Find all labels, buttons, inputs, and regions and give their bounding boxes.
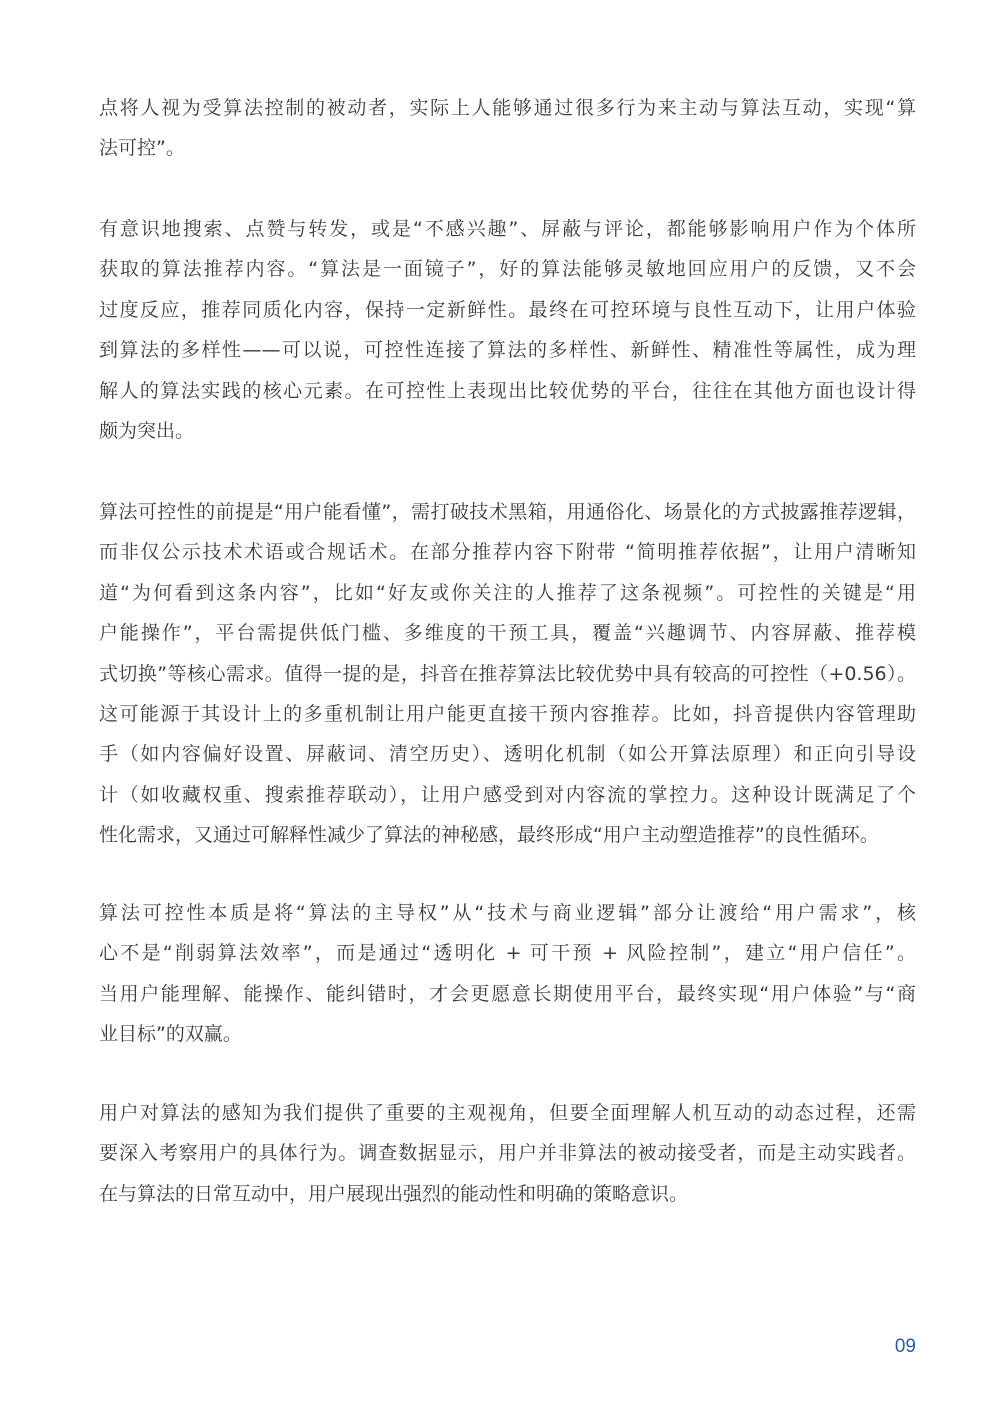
text-line: 有意识地搜索、点赞与转发，或是“不感兴趣”、屏蔽与评论，都能够影响用户作为个体所 [99, 218, 916, 240]
text-line: 获取的算法推荐内容。“算法是一面镜子”，好的算法能够灵敏地回应用户的反馈，又不会 [99, 258, 916, 281]
text-line: 计（如收藏权重、搜索推荐联动），让用户感受到对内容流的掌控力。这种设计既满足了个 [99, 783, 916, 806]
text-line: 用户对算法的感知为我们提供了重要的主观视角，但要全面理解人机互动的动态过程，还需 [99, 1102, 916, 1124]
paragraph-3 [99, 492, 916, 856]
paragraph-1 [99, 88, 916, 169]
text-line: 法可控”。 [99, 137, 185, 160]
text-line: 式切换”等核心需求。值得一提的是，抖音在推荐算法比较优势中具有较高的可控性（+0.56）。 [99, 662, 916, 685]
text-line: 到算法的多样性——可以说，可控性连接了算法的多样性、新鲜性、精准性等属性，成为理 [99, 339, 916, 362]
text-line: 道“为何看到这条内容”，比如“好友或你关注的人推荐了这条视频”。可控性的关键是“用 [99, 581, 916, 604]
text-line: 颇为突出。 [99, 419, 195, 442]
text-line: 而非仅公示技术术语或合规话术。在部分推荐内容下附带 “简明推荐依据”，让用户清晰知 [99, 541, 916, 564]
paragraph-4 [99, 893, 916, 1055]
text-line: 性化需求，又通过可解释性减少了算法的神秘感，最终形成“用户主动塑造推荐”的良性循环。 [99, 824, 879, 847]
text-line: 要深入考察用户的具体行为。调查数据显示，用户并非算法的被动接受者，而是主动实践者。 [99, 1142, 916, 1165]
text-line: 当用户能理解、能操作、能纠错时，才会更愿意长期使用平台，最终实现“用户体验”与“商 [99, 982, 916, 1005]
text-line: 手（如内容偏好设置、屏蔽词、清空历史）、透明化机制（如公开算法原理）和正向引导设 [99, 743, 916, 766]
paragraph-5 [99, 1093, 916, 1214]
text-line: 心不是“削弱算法效率”，而是通过“透明化 + 可干预 + 风险控制”，建立“用户信任”。 [99, 942, 916, 965]
text-line: 业目标”的双赢。 [99, 1023, 242, 1046]
text-line: 过度反应，推荐同质化内容，保持一定新鲜性。最终在可控环境与良性互动下，让用户体验 [99, 298, 916, 321]
text-line: 算法可控性的前提是“用户能看懂”，需打破技术黑箱，用通俗化、场景化的方式披露推荐逻辑， [99, 501, 916, 523]
text-line: 点将人视为受算法控制的被动者，实际上人能够通过很多行为来主动与算法互动，实现“算 [99, 97, 916, 119]
text-line: 户能操作”，平台需提供低门槛、多维度的干预工具，覆盖“兴趣调节、内容屏蔽、推荐模 [99, 622, 916, 645]
text-line: 在与算法的日常互动中，用户展现出强烈的能动性和明确的策略意识。 [99, 1182, 689, 1205]
text-line: 这可能源于其设计上的多重机制让用户能更直接干预内容推荐。比如，抖音提供内容管理助 [99, 702, 916, 725]
text-line: 算法可控性本质是将“算法的主导权”从“技术与商业逻辑”部分让渡给“用户需求”，核 [99, 902, 916, 924]
text-line: 解人的算法实践的核心元素。在可控性上表现出比较优势的平台，往往在其他方面也设计得 [99, 379, 916, 402]
page-number: 09 [894, 1336, 916, 1357]
paragraph-2 [99, 209, 916, 451]
